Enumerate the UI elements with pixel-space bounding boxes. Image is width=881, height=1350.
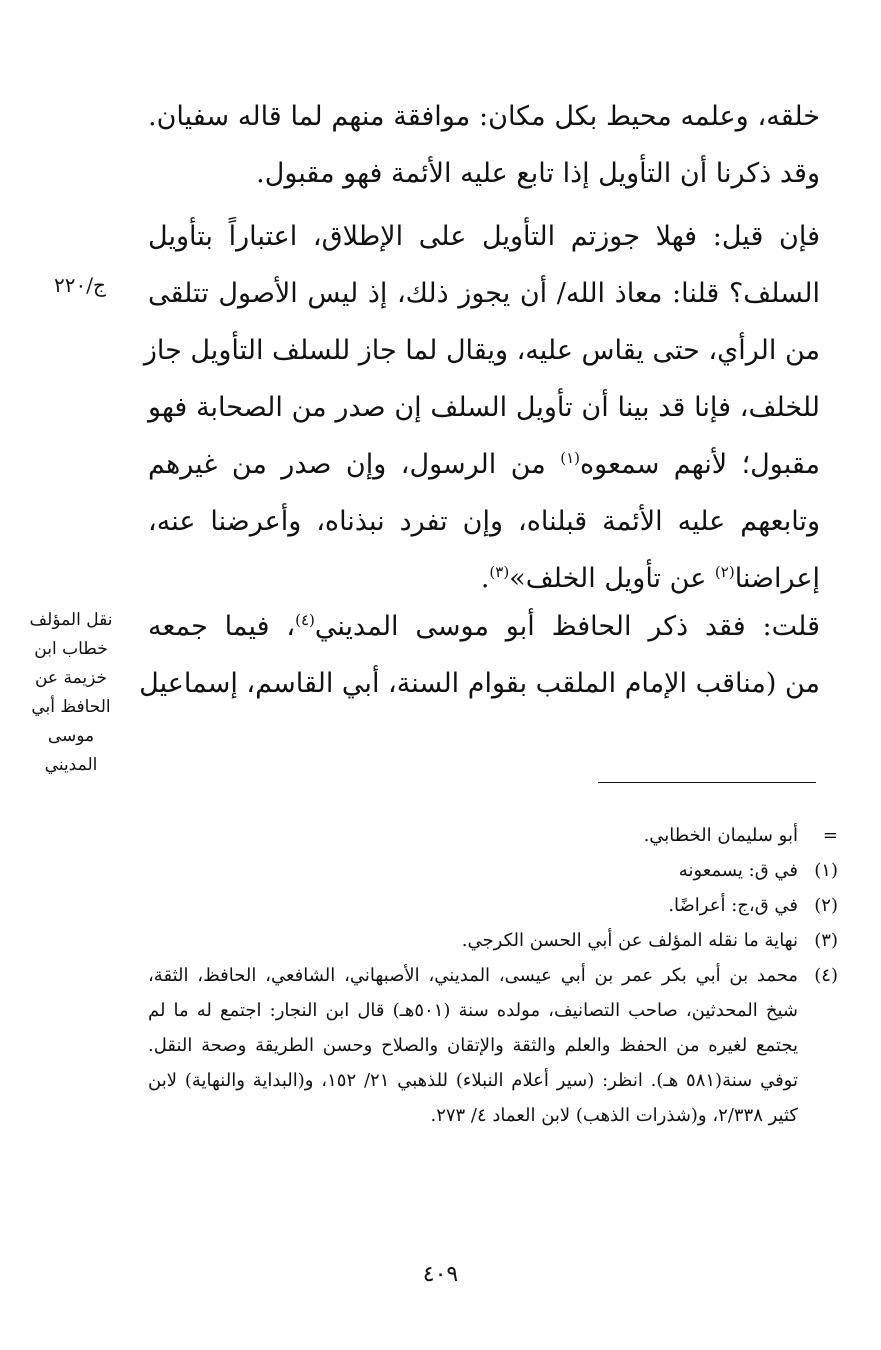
footnote-text: في ق: يسمعونه <box>678 860 798 881</box>
paragraph-3-line-2: من (مناقب الإمام الملقب بقوام السنة، أبي القاسم، إسماعيل <box>139 668 820 699</box>
paragraph-2-line-5 <box>148 436 820 493</box>
line-text: عن تأويل الخلف» <box>509 563 715 594</box>
margin-note <box>14 606 128 780</box>
footnote-ref-1: (١) <box>560 449 580 467</box>
line-text: قلت: فقد ذكر الحافظ أبو موسى المديني <box>314 611 820 642</box>
footnote-number: (٣) <box>814 930 838 951</box>
footnote-number: = <box>822 825 838 846</box>
paragraph-2-line-4: للخلف، فإنا قد بينا أن تأويل السلف إن صدر من الصحابة فهو <box>148 392 820 423</box>
footnote-separator <box>598 782 816 783</box>
margin-volume-reference: ج/٢٢٠ <box>54 273 106 297</box>
margin-note-line: خزيمة عن <box>34 668 108 688</box>
footnote-continuation <box>148 818 838 853</box>
footnote-2 <box>148 888 838 923</box>
margin-note-line: المديني <box>44 755 98 775</box>
line-text: من الرسول، وإن صدر من غيرهم <box>148 449 561 480</box>
footnotes <box>148 818 838 1133</box>
footnote-3 <box>148 923 838 958</box>
paragraph-1-line-2: وقد ذكرنا أن التأويل إذا تابع عليه الأئمة فهو مقبول. <box>256 158 820 189</box>
paragraph-1-line-1: خلقه، وعلمه محيط بكل مكان: موافقة منهم لما قاله سفيان. <box>148 101 820 132</box>
paragraph-3 <box>139 598 820 712</box>
footnote-ref-3: (٣) <box>489 563 510 581</box>
footnote-number: (١) <box>814 860 838 881</box>
footnote-1 <box>148 853 838 888</box>
footnote-4 <box>148 958 838 1133</box>
footnote-number: (٤) <box>814 965 838 986</box>
page-number: ٤٠٩ <box>422 1262 459 1287</box>
paragraph-2 <box>143 208 820 607</box>
paragraph-2-line-3: من الرأي، حتى يقاس عليه، ويقال لما جاز للسلف التأويل جاز <box>143 335 820 366</box>
line-text: . <box>480 563 490 594</box>
paragraph-3-line-1 <box>148 598 820 655</box>
paragraph-2-line-1: فإن قيل: فهلا جوزتم التأويل على الإطلاق، اعتباراً بتأويل <box>148 221 820 252</box>
footnote-number: (٢) <box>814 895 838 916</box>
footnote-text: محمد بن أبي بكر عمر بن أبي عيسى، المديني، الأصبهاني، الشافعي، الحافظ، الثقة، شيخ المحدثين، صاحب التصانيف، مولده سنة (٥٠١هـ) قال ابن النجار: اجتمع له ما لم يجتمع لغيره من الحفظ والعلم والثقة والإتقان والصلاح وحسن الطريقة وصحة النقل. توفي سنة(٥٨١ هـ). انظر: (سير أعلام النبلاء) للذهبي ٢١/ ١٥٢، و(البداية والنهاية) لابن كثير ٢/٣٣٨، و(شذرات الذهب) لابن العماد ٤/ ٢٧٣. <box>148 965 798 1126</box>
paragraph-2-line-6: وتابعهم عليه الأئمة قبلناه، وإن تفرد نبذناه، وأعرضنا عنه، <box>148 506 820 537</box>
line-text: مقبول؛ لأنهم سمعوه <box>579 449 820 480</box>
footnote-text: في ق،ج: أعراضًا. <box>668 895 798 916</box>
line-text: إعراضنا <box>734 563 820 594</box>
footnote-text: أبو سليمان الخطابي. <box>643 825 798 846</box>
paragraph-2-line-2: السلف؟ قلنا: معاذ الله/ أن يجوز ذلك، إذ ليس الأصول تتلقى <box>148 278 820 309</box>
margin-note-line: خطاب ابن <box>34 639 108 659</box>
paragraph-1 <box>148 88 820 202</box>
margin-note-line: الحافظ أبي <box>31 697 111 717</box>
footnote-text: نهاية ما نقله المؤلف عن أبي الحسن الكرجي. <box>461 930 798 951</box>
line-text: ، فيما جمعه <box>148 611 296 642</box>
margin-note-line: نقل المؤلف <box>29 610 113 630</box>
margin-note-line: موسى <box>47 726 95 746</box>
footnote-ref-2: (٢) <box>714 563 735 581</box>
footnote-ref-4: (٤) <box>295 611 315 629</box>
